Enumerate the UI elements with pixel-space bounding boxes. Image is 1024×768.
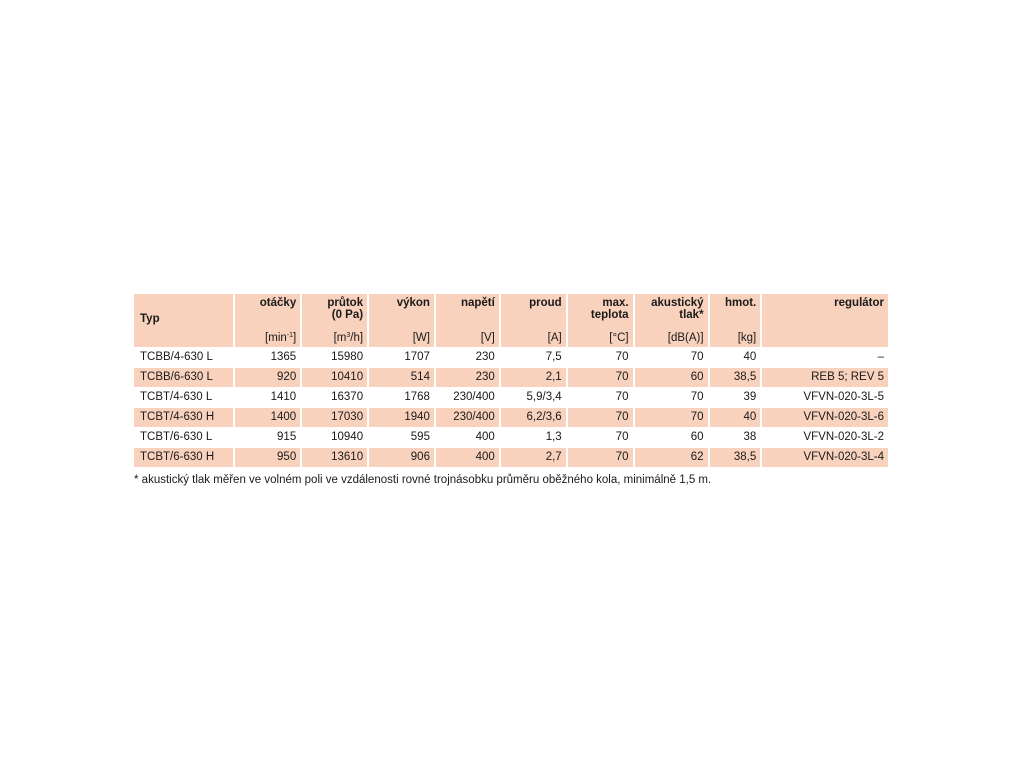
cell-tlak: 70 <box>635 347 710 367</box>
cell-hmot: 39 <box>710 387 763 407</box>
header-otacky-unit: $[\min^{-1}]$ <box>265 332 297 344</box>
header-vykon <box>369 294 436 347</box>
cell-prutok: 17030 <box>302 407 369 427</box>
header-prutok-line1: průtok <box>327 297 364 309</box>
header-otacky-label: otáčky <box>259 297 297 309</box>
cell-regulator: VFVN-020-3L-5 <box>762 387 888 407</box>
cell-tlak: 70 <box>635 407 710 427</box>
cell-napeti: 230/400 <box>436 407 501 427</box>
header-hmot <box>710 294 763 347</box>
cell-regulator: VFVN-020-3L-4 <box>762 447 888 467</box>
cell-hmot: 38,5 <box>710 447 763 467</box>
header-teplota-line2: teplota <box>590 309 629 321</box>
cell-vykon: 1768 <box>369 387 436 407</box>
header-tlak-line2: tlak* <box>679 309 704 321</box>
cell-tlak: 60 <box>635 427 710 447</box>
cell-otacky: 920 <box>235 367 302 387</box>
header-teplota-label <box>591 297 629 321</box>
header-napeti-label: napětí <box>460 297 495 309</box>
cell-prutok: 13610 <box>302 447 369 467</box>
cell-typ: TCBT/6-630 L <box>134 427 235 447</box>
cell-prutok: 10940 <box>302 427 369 447</box>
cell-otacky: 1400 <box>235 407 302 427</box>
table-row <box>134 407 888 427</box>
table-row <box>134 427 888 447</box>
cell-napeti: 230 <box>436 347 501 367</box>
table-row <box>134 387 888 407</box>
header-regulator-unit <box>766 332 884 344</box>
header-teplota-line1: max. <box>602 297 629 309</box>
header-tlak-label <box>651 297 703 321</box>
cell-proud: 1,3 <box>501 427 568 447</box>
header-tlak-unit: [dB(A)] <box>667 332 704 344</box>
header-typ <box>134 294 235 347</box>
cell-tlak: 70 <box>635 387 710 407</box>
header-vykon-label: výkon <box>396 297 430 309</box>
cell-proud: 5,9/3,4 <box>501 387 568 407</box>
cell-prutok: 15980 <box>302 347 369 367</box>
cell-hmot: 40 <box>710 347 763 367</box>
cell-proud: 2,1 <box>501 367 568 387</box>
header-hmot-label: hmot. <box>724 297 757 309</box>
cell-prutok: 10410 <box>302 367 369 387</box>
table-body <box>134 347 888 467</box>
header-tlak <box>635 294 710 347</box>
cell-teplota: 70 <box>568 347 635 367</box>
header-prutok-unit: $[m^3/h]$ <box>333 332 364 344</box>
cell-regulator: VFVN-020-3L-6 <box>762 407 888 427</box>
cell-teplota: 70 <box>568 407 635 427</box>
cell-vykon: 1940 <box>369 407 436 427</box>
table-row <box>134 367 888 387</box>
header-proud-unit: [A] <box>547 332 562 344</box>
cell-hmot: 38 <box>710 427 763 447</box>
header-prutok <box>302 294 369 347</box>
cell-otacky: 1410 <box>235 387 302 407</box>
header-napeti <box>436 294 501 347</box>
header-regulator <box>762 294 888 347</box>
spec-table-block <box>134 294 888 487</box>
header-vykon-unit: [W] <box>412 332 430 344</box>
cell-proud: 7,5 <box>501 347 568 367</box>
cell-vykon: 514 <box>369 367 436 387</box>
cell-teplota: 70 <box>568 387 635 407</box>
cell-teplota: 70 <box>568 367 635 387</box>
header-tlak-line1: akustický <box>651 297 704 309</box>
cell-typ: TCBT/6-630 H <box>134 447 235 467</box>
cell-typ: TCBB/4-630 L <box>134 347 235 367</box>
cell-vykon: 906 <box>369 447 436 467</box>
cell-hmot: 40 <box>710 407 763 427</box>
cell-regulator: VFVN-020-3L-2 <box>762 427 888 447</box>
header-prutok-label <box>327 297 363 321</box>
cell-tlak: 60 <box>635 367 710 387</box>
cell-typ: TCBB/6-630 L <box>134 367 235 387</box>
header-teplota-unit: [°C] <box>609 332 629 344</box>
header-proud-label: proud <box>529 297 562 309</box>
cell-otacky: 950 <box>235 447 302 467</box>
header-proud <box>501 294 568 347</box>
cell-hmot: 38,5 <box>710 367 763 387</box>
cell-regulator: – <box>762 347 888 367</box>
cell-tlak: 62 <box>635 447 710 467</box>
cell-typ: TCBT/4-630 H <box>134 407 235 427</box>
cell-typ: TCBT/4-630 L <box>134 387 235 407</box>
cell-vykon: 595 <box>369 427 436 447</box>
cell-regulator: REB 5; REV 5 <box>762 367 888 387</box>
header-regulator-label: regulátor <box>834 297 884 309</box>
cell-teplota: 70 <box>568 447 635 467</box>
cell-napeti: 400 <box>436 427 501 447</box>
cell-otacky: 915 <box>235 427 302 447</box>
header-typ-label: Typ <box>140 313 160 325</box>
cell-proud: 6,2/3,6 <box>501 407 568 427</box>
header-teplota <box>568 294 635 347</box>
table-row <box>134 447 888 467</box>
header-hmot-unit: [kg] <box>737 332 757 344</box>
cell-prutok: 16370 <box>302 387 369 407</box>
header-row <box>134 294 888 347</box>
table-row <box>134 347 888 367</box>
spec-table <box>134 294 888 467</box>
cell-otacky: 1365 <box>235 347 302 367</box>
header-otacky <box>235 294 302 347</box>
cell-proud: 2,7 <box>501 447 568 467</box>
cell-napeti: 230 <box>436 367 501 387</box>
cell-vykon: 1707 <box>369 347 436 367</box>
cell-napeti: 400 <box>436 447 501 467</box>
header-napeti-unit: [V] <box>480 332 495 344</box>
header-prutok-line2: (0 Pa) <box>331 309 364 321</box>
footnote: * akustický tlak měřen ve volném poli ve vzdálenosti rovné trojnásobku průměru oběžného kola, minimálně 1,5 m. <box>134 474 712 486</box>
cell-teplota: 70 <box>568 427 635 447</box>
cell-napeti: 230/400 <box>436 387 501 407</box>
